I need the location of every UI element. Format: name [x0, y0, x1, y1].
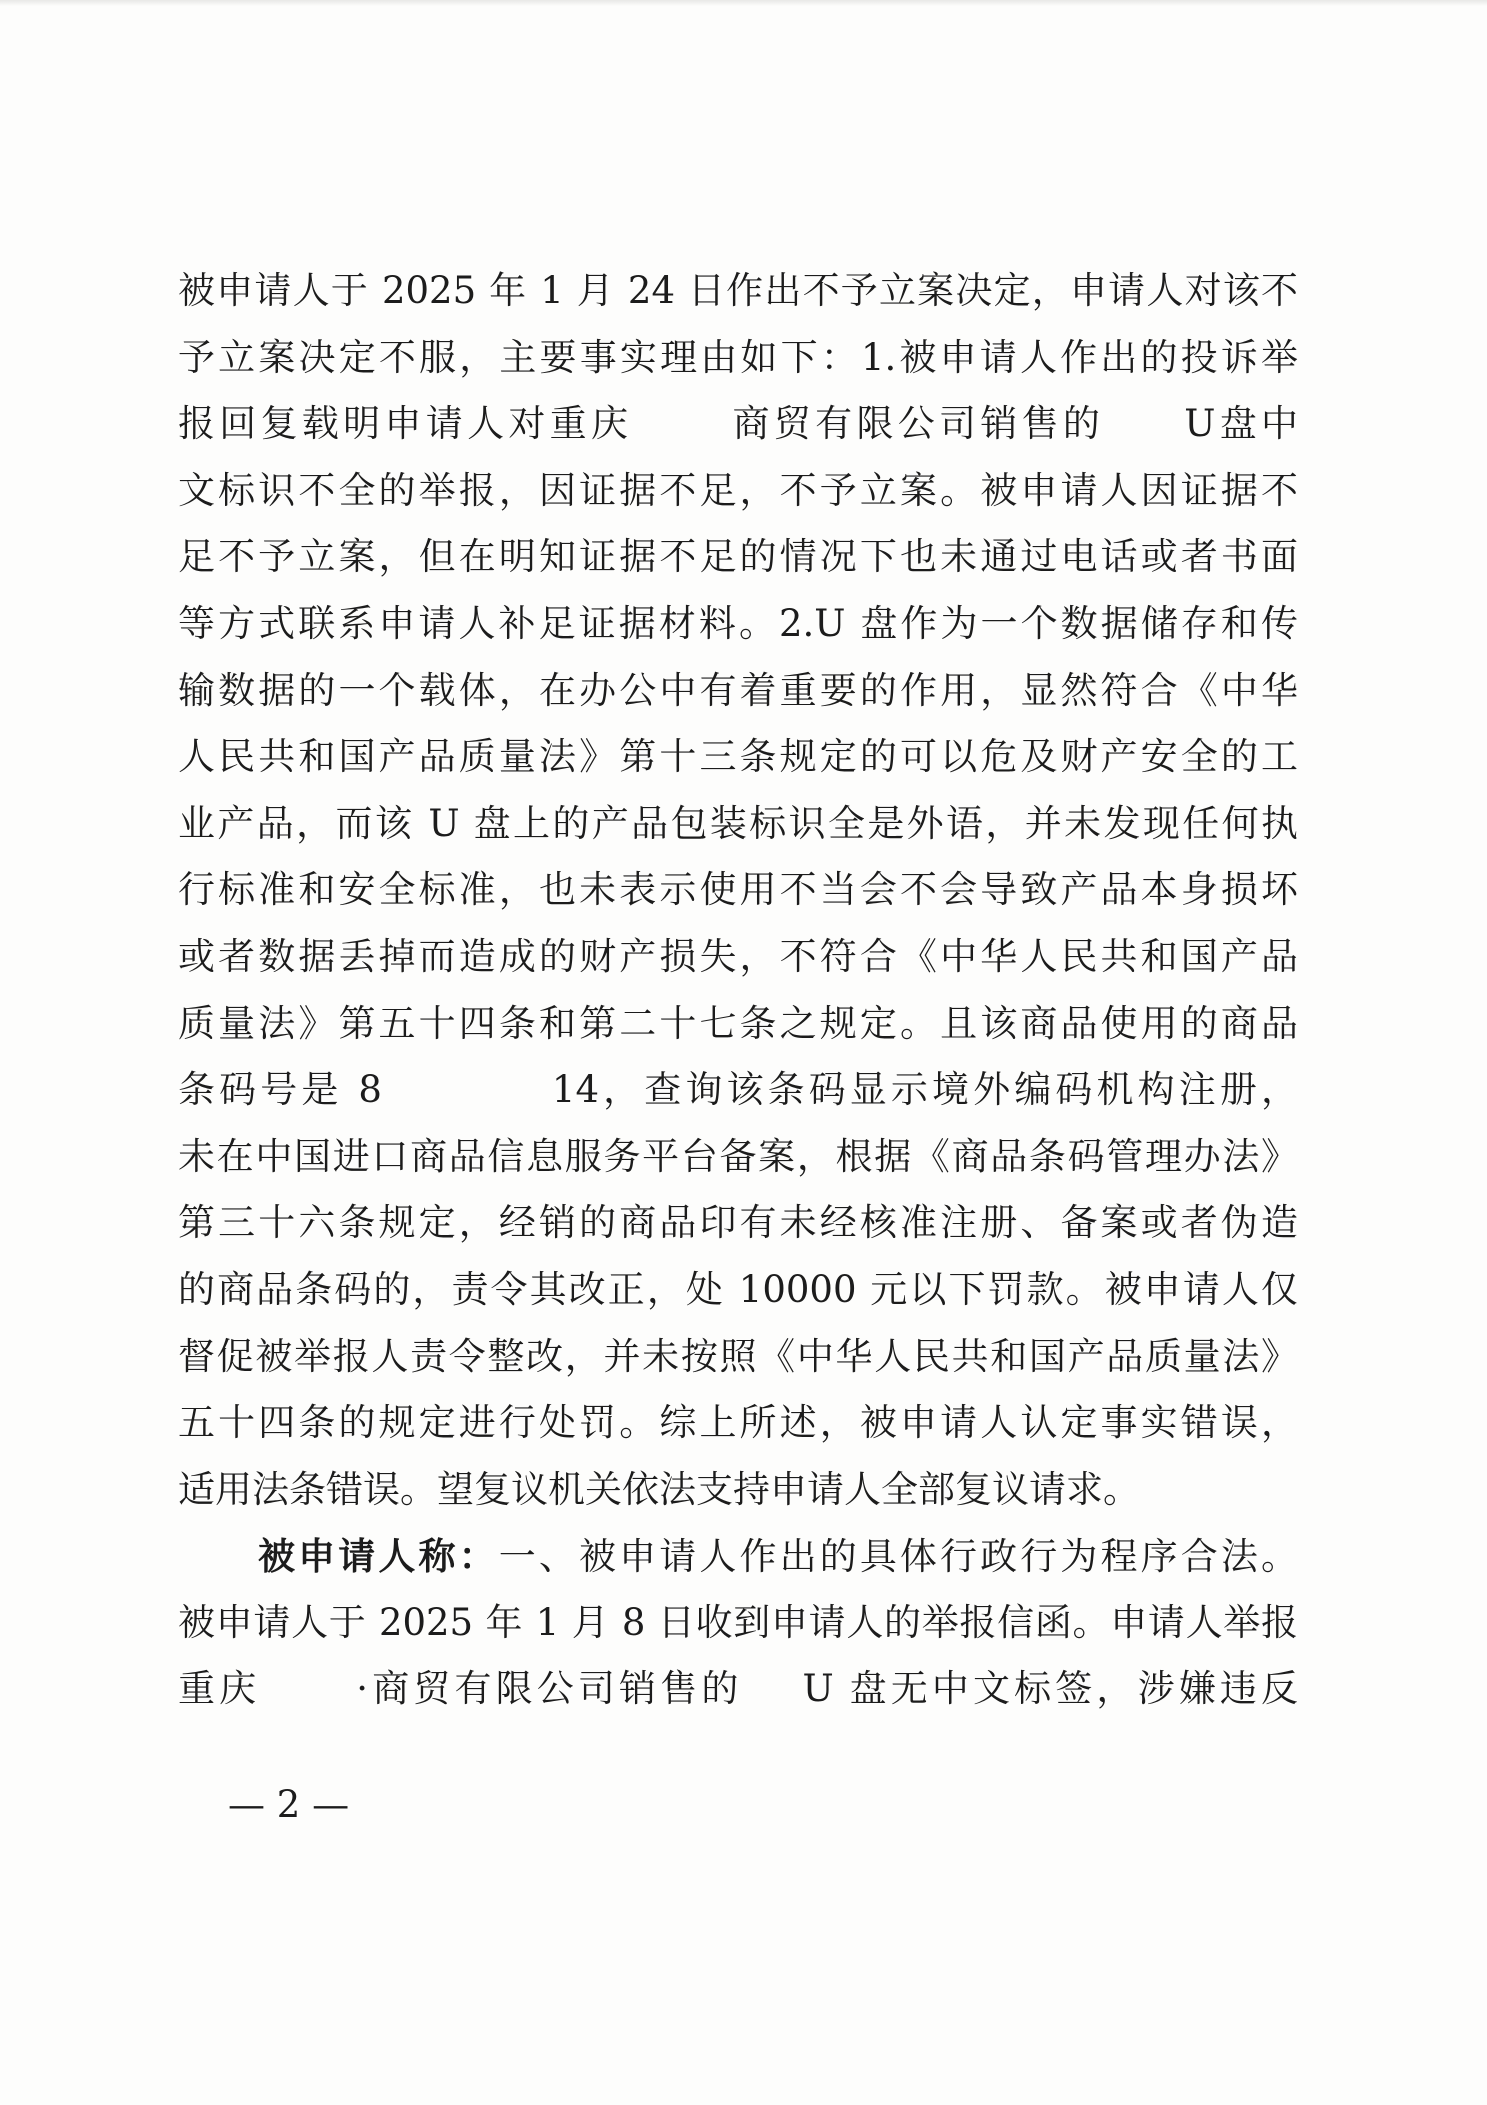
paragraph-line-5: 足不予立案，但在明知证据不足的情况下也未通过电话或者书面 [178, 535, 1298, 579]
paragraph-line-1: 被申请人于 2025 年 1 月 24 日作出不予立案决定，申请人对该不 [178, 269, 1298, 312]
paragraph-line-4: 文标识不全的举报，因证据不足，不予立案。被申请人因证据不 [178, 468, 1298, 512]
paragraph-line-17: 督促被举报人责令整改，并未按照《中华人民共和国产品质量法》 [178, 1334, 1298, 1378]
paragraph-line-14: 未在中国进口商品信息服务平台备案，根据《商品条码管理办法》 [178, 1134, 1298, 1178]
paragraph-line-7: 输数据的一个载体，在办公中有着重要的作用，显然符合《中华 [178, 668, 1298, 712]
paragraph-line-2: 予立案决定不服，主要事实理由如下：1.被申请人作出的投诉举 [178, 335, 1298, 379]
paragraph-line-16: 的商品条码的，责令其改正，处 10000 元以下罚款。被申请人仅 [178, 1267, 1298, 1311]
redaction-blank [1104, 426, 1184, 427]
paragraph-line-18: 五十四条的规定进行处罚。综上所述，被申请人认定事实错误， [178, 1401, 1298, 1445]
line-13-text-b: 14，查询该条码显示境外编码机构注册， [551, 1068, 1298, 1112]
line-3-text-a: 报回复载明申请人对重庆 [178, 402, 633, 446]
line-20-text: 一、被申请人作出的具体行政行为程序合法。 [498, 1535, 1299, 1579]
paragraph-line-9: 业产品，而该 U 盘上的产品包装标识全是外语，并未发现任何执 [178, 801, 1298, 845]
line-22-text-a: 重庆 [178, 1667, 261, 1711]
paragraph-line-8: 人民共和国产品质量法》第十三条规定的可以危及财产安全的工 [178, 735, 1298, 779]
paragraph-line-3 [178, 391, 1298, 458]
scan-top-edge [0, 0, 1487, 6]
line-3-text-b: 商贸有限公司销售的 [728, 402, 1105, 446]
paragraph-line-21: 被申请人于 2025 年 1 月 8 日收到申请人的举报信函。申请人举报 [178, 1600, 1298, 1644]
redaction-blank [742, 1691, 802, 1692]
paragraph-line-11: 或者数据丢掉而造成的财产损失，不符合《中华人民共和国产品 [178, 934, 1298, 978]
paragraph-line-19: 适用法条错误。望复议机关依法支持申请人全部复议请求。 [178, 1467, 1140, 1511]
redaction-blank [632, 426, 728, 427]
page-number: — 2 — [228, 1783, 350, 1826]
paragraph-line-20 [178, 1523, 1298, 1590]
document-body [178, 258, 1298, 1723]
line-22-text-b: ·商贸有限公司销售的 [356, 1667, 743, 1711]
paragraph-line-13 [178, 1057, 1298, 1124]
paragraph-line-15: 第三十六条规定，经销的商品印有未经核准注册、备案或者伪造 [178, 1201, 1298, 1245]
line-3-text-c: U盘中 [1184, 402, 1299, 446]
redaction-blank [382, 1092, 552, 1093]
paragraph-line-22 [178, 1656, 1298, 1723]
paragraph-line-12: 质量法》第五十四条和第二十七条之规定。且该商品使用的商品 [178, 1001, 1298, 1045]
line-13-text-a: 条码号是 8 [178, 1068, 382, 1112]
paragraph-line-10: 行标准和安全标准，也未表示使用不当会不会导致产品本身损坏 [178, 868, 1298, 912]
paragraph-line-6: 等方式联系申请人补足证据材料。2.U 盘作为一个数据储存和传 [178, 601, 1298, 645]
respondent-heading: 被申请人称： [258, 1534, 499, 1579]
redaction-blank [260, 1691, 356, 1692]
line-22-text-c: U 盘无中文标签，涉嫌违反 [802, 1667, 1298, 1711]
